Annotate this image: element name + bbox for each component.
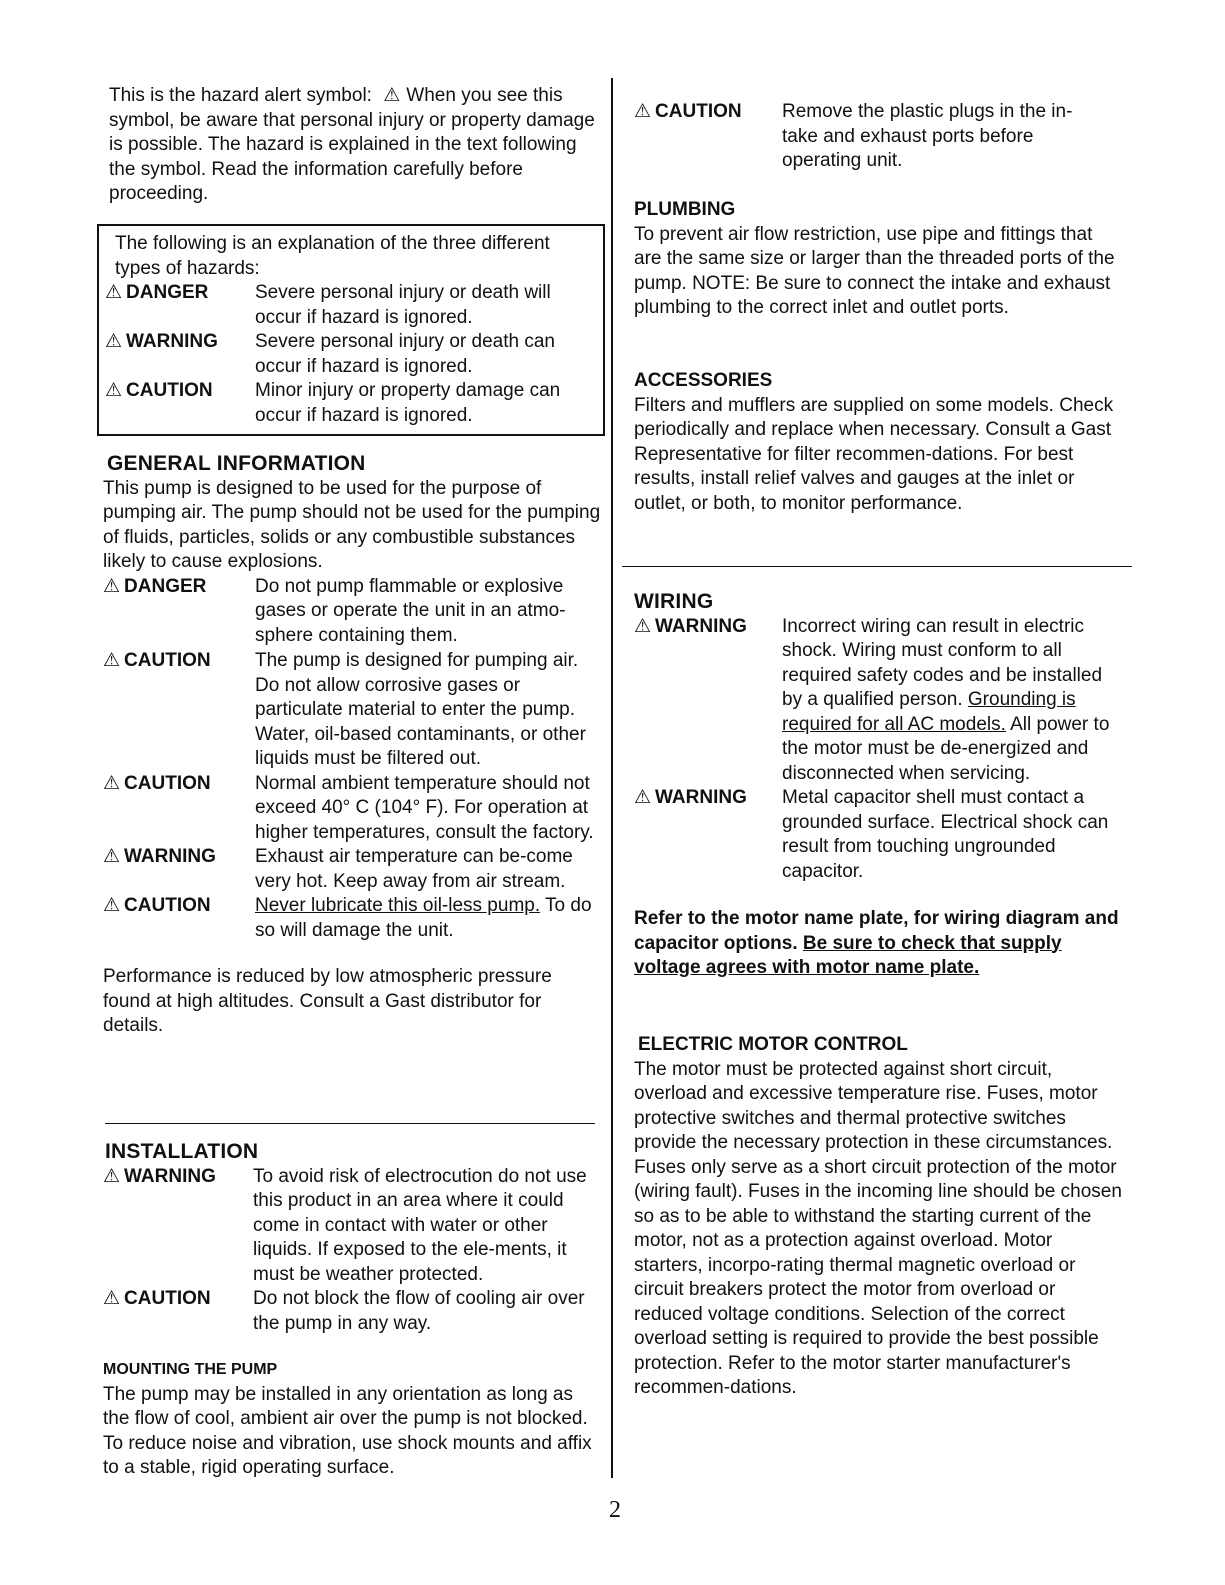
alert-icon: ⚠ — [103, 846, 121, 867]
hazard-text: The pump is designed for pumping air. Do not allow corrosive gases or particulate material to enter the pump. Water, oil-based contaminants, or other liquids must be filtered out. — [255, 650, 586, 769]
general-hazard-2 — [103, 649, 603, 772]
alert-icon: ⚠ — [103, 1288, 121, 1309]
hazard-label: CAUTION — [124, 772, 211, 794]
grounding-note: Grounding is required for all AC models. — [782, 689, 1076, 735]
electric-motor-control-section — [634, 1033, 1124, 1401]
general-hazard-3 — [103, 772, 603, 846]
installation-section — [103, 1140, 603, 1481]
hazard-text: Minor injury or property damage can occur if hazard is ignored. — [255, 380, 561, 426]
general-hazard-1 — [103, 575, 603, 649]
hazard-label: WARNING — [655, 615, 747, 637]
accessories-heading: ACCESSORIES — [634, 370, 773, 391]
installation-heading: INSTALLATION — [105, 1140, 259, 1163]
motor-control-text: The motor must be protected against short circuit, overload and excessive temperature rise. Fuses, motor protective switches and thermal protective switches provide the necessary protection in these circumstances. Fuses only serve as a short circuit protection of the motor (wiring fault). Fuses in the incoming line should be chosen so as to be able to withstand the starting current of the motor, not as a protection against overload. Motor starters, incorpo-rating thermal magnetic overload or circuit breakers protect the motor from overload or reduced voltage conditions. Selection of the correct overload setting is required to provide the best possible protection. Refer to the motor starter manufacturer's recommen-dations. — [634, 1058, 1122, 1398]
hazard-caution — [105, 379, 593, 428]
installation-hazard-1 — [103, 1165, 603, 1288]
plumbing-text: To prevent air flow restriction, use pipe and fittings that are the same size or larger than the threaded ports of the pump. NOTE: Be sure to connect the intake and exhaust plumbing to the correct inlet and outlet ports. — [634, 223, 1115, 318]
wiring-refer-note — [634, 907, 1124, 981]
wiring-section — [634, 590, 1124, 981]
plumbing-section — [634, 198, 1124, 321]
hazard-text: Do not block the flow of cooling air over the pump in any way. — [253, 1288, 585, 1334]
alert-icon: ⚠ — [103, 895, 121, 916]
general-information-text: This pump is designed to be used for the purpose of pumping air. The pump should not be used for the pumping of fluids, particles, solids or any combustible substances likely to cause explosions. — [103, 477, 601, 572]
hazard-text: Exhaust air temperature can be-come very hot. Keep away from air stream. — [255, 846, 573, 892]
motor-control-heading: ELECTRIC MOTOR CONTROL — [638, 1034, 908, 1055]
refer-text-underlined: Be sure to check that supply voltage agrees with motor name plate. — [634, 932, 1062, 978]
general-information-heading: GENERAL INFORMATION — [107, 452, 366, 475]
mounting-text: The pump may be installed in any orientation as long as the flow of cool, ambient air over the pump is not blocked. To reduce noise and vibration, use shock mounts and affix to a stable, rigid operating surface. — [103, 1383, 592, 1478]
hazard-text: To avoid risk of electrocution do not use this product in an area where it could come in contact with water or other liquids. If exposed to the ele-ments, it must be weather protected. — [253, 1165, 587, 1285]
plumbing-heading: PLUMBING — [634, 199, 736, 220]
hazard-text: All power to the motor must be de-energized and disconnected when servicing. — [782, 713, 1110, 784]
accessories-section — [634, 369, 1124, 516]
hazard-box-intro: The following is an explanation of the three different types of hazards: — [115, 233, 550, 279]
hazard-label: DANGER — [126, 282, 209, 303]
hazard-text: Severe personal injury or death can occur if hazard is ignored. — [255, 331, 555, 377]
hazard-text: Severe personal injury or death will occur if hazard is ignored. — [255, 282, 551, 328]
hazard-text: Remove the plastic plugs in the in-take and exhaust ports before operating unit. — [782, 101, 1073, 171]
hazard-types-box — [97, 224, 605, 436]
intro-text-a: This is the hazard alert symbol: — [109, 85, 372, 106]
intro-text-b: When you see this symbol, be aware that personal injury or property damage is possible. The hazard is explained in the text following the symbol. Read the information carefully before proceeding. — [109, 85, 595, 204]
column-divider — [611, 78, 613, 1478]
hazard-text: To do so will damage the unit. — [255, 895, 592, 941]
accessories-text: Filters and mufflers are supplied on some models. Check periodically and replace when necessary. Consult a Gast Representative for filter recommen-dations. For best results, install relief valves and gauges at the inlet or outlet, or both, to monitor performance. — [634, 394, 1114, 514]
hazard-label: WARNING — [124, 1165, 216, 1187]
alert-icon: ⚠ — [103, 575, 121, 597]
hazard-text: Metal capacitor shell must contact a grounded surface. Electrical shock can result from touching ungrounded capacitor. — [782, 787, 1109, 882]
hazard-danger — [105, 281, 593, 330]
hazard-text: Normal ambient temperature should not exceed 40° C (104° F). For operation at higher temperatures, consult the factory. — [255, 772, 594, 843]
hazard-text-underlined: Never lubricate this oil-less pump. — [255, 895, 541, 916]
hazard-label: DANGER — [124, 575, 207, 597]
hazard-label: CAUTION — [124, 1288, 211, 1309]
hazard-warning — [105, 330, 593, 379]
alert-icon: ⚠ — [634, 101, 652, 122]
hazard-label: CAUTION — [126, 380, 213, 401]
section-divider — [105, 1123, 595, 1124]
hazard-label: CAUTION — [124, 650, 211, 671]
hazard-label: WARNING — [655, 787, 747, 808]
refer-text: Refer to the motor name plate, for wiring diagram and capacitor options. — [634, 908, 1119, 954]
hazard-label: WARNING — [124, 846, 216, 867]
caution-plugs — [634, 100, 1124, 174]
installation-hazard-2 — [103, 1287, 603, 1336]
hazard-label: CAUTION — [124, 895, 211, 916]
general-information-section — [103, 452, 603, 1039]
intro-paragraph — [109, 84, 603, 207]
mounting-heading: MOUNTING THE PUMP — [103, 1361, 278, 1378]
alert-icon: ⚠ — [105, 380, 123, 401]
alert-icon: ⚠ — [105, 331, 123, 352]
wiring-warning-1 — [634, 615, 1124, 787]
alert-icon: ⚠ — [103, 772, 121, 794]
section-divider — [622, 566, 1132, 567]
alert-icon: ⚠ — [103, 1165, 121, 1187]
general-hazard-4 — [103, 845, 603, 894]
performance-note: Performance is reduced by low atmospheric pressure found at high altitudes. Consult a Gast distributor for details. — [103, 966, 552, 1036]
hazard-label: WARNING — [126, 331, 218, 352]
hazard-label: CAUTION — [655, 101, 742, 122]
alert-icon: ⚠ — [105, 282, 123, 303]
hazard-alert-icon: ⚠ — [383, 85, 401, 106]
page-number: 2 — [609, 1497, 621, 1523]
wiring-heading: WIRING — [634, 590, 714, 613]
alert-icon: ⚠ — [634, 787, 652, 808]
wiring-warning-2 — [634, 786, 1124, 884]
alert-icon: ⚠ — [634, 615, 652, 637]
hazard-text: Do not pump flammable or explosive gases or operate the unit in an atmo-sphere containing them. — [255, 575, 566, 646]
alert-icon: ⚠ — [103, 650, 121, 671]
general-hazard-5 — [103, 894, 603, 943]
hazard-text: Incorrect wiring can result in electric shock. Wiring must conform to all required safety codes and be installed by a qualified person. — [782, 615, 1103, 710]
